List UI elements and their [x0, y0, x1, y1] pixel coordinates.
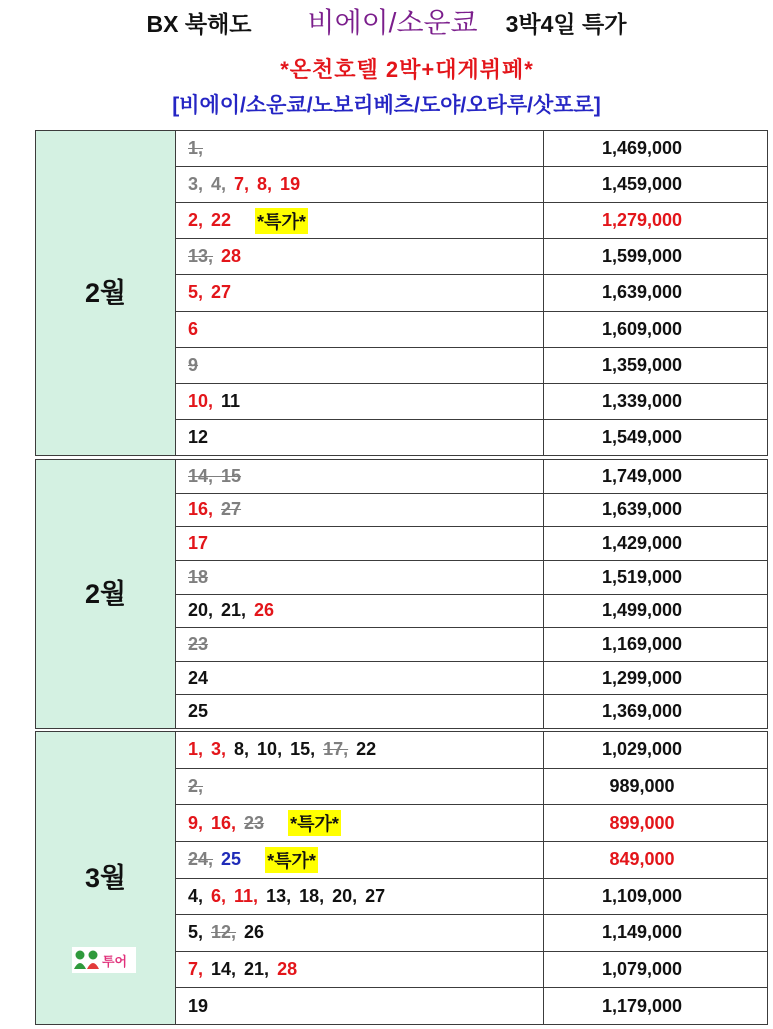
tour-price: 1,359,000	[601, 354, 683, 375]
departure-dates	[176, 460, 544, 493]
departure-rows	[176, 131, 767, 455]
departure-dates	[176, 769, 544, 805]
month-label: 2월	[84, 277, 127, 308]
departure-date: 10,	[188, 390, 214, 411]
departure-row	[176, 203, 767, 239]
departure-date: 7, 8, 19	[234, 174, 301, 195]
month-section	[35, 731, 768, 1025]
closed-date: 12,	[211, 922, 237, 943]
closed-date: 23	[188, 633, 209, 654]
departure-dates	[176, 527, 544, 560]
title-airline-region: BX 북해도	[146, 11, 252, 37]
tour-price: 849,000	[609, 849, 675, 870]
month-section	[35, 459, 768, 729]
departure-date: 3, 4,	[188, 174, 235, 195]
departure-dates	[176, 595, 544, 628]
departure-date: 26	[254, 600, 275, 621]
departure-row	[176, 595, 767, 629]
departure-date: 25	[213, 849, 242, 870]
departure-date: 8, 10, 15,	[234, 739, 324, 760]
departure-date: 1, 3,	[188, 739, 235, 760]
departure-date: 13, 18, 20, 27	[266, 885, 386, 906]
departure-row	[176, 988, 767, 1024]
departure-dates	[176, 842, 544, 878]
special-offer-tag: *특가*	[255, 208, 308, 234]
closed-date: 18	[188, 566, 209, 587]
departure-row	[176, 348, 767, 384]
tour-price: 1,079,000	[601, 959, 683, 980]
departure-row	[176, 131, 767, 167]
departure-dates	[176, 494, 544, 527]
departure-row	[176, 879, 767, 916]
departure-row	[176, 420, 767, 455]
closed-date: 14, 15	[188, 465, 242, 486]
package-highlight: *온천호텔 2박+대게뷔페*	[280, 57, 534, 82]
departure-row	[176, 527, 767, 561]
departure-dates	[176, 239, 544, 274]
special-offer-tag: *특가*	[265, 847, 318, 873]
month-cell	[36, 460, 176, 728]
special-offer-tag: *특가*	[288, 810, 341, 836]
departure-dates	[176, 384, 544, 419]
tour-price: 1,499,000	[601, 600, 683, 621]
departure-date: 9, 16,	[188, 812, 245, 833]
tour-price: 1,109,000	[601, 885, 683, 906]
departure-row	[176, 695, 767, 728]
departure-date: 25	[188, 701, 209, 722]
departure-row	[176, 312, 767, 348]
closed-date: 9	[188, 354, 199, 375]
departure-dates	[176, 952, 544, 988]
month-cell	[36, 131, 176, 455]
tour-price: 1,429,000	[601, 533, 683, 554]
title-duration-offer: 3박4일 특가	[505, 11, 627, 37]
departure-dates	[176, 203, 544, 238]
tour-price: 1,459,000	[601, 174, 683, 195]
departure-dates	[176, 662, 544, 695]
departure-row	[176, 842, 767, 879]
closed-date: 27	[221, 499, 242, 520]
departure-row	[176, 732, 767, 769]
departure-date: 6	[188, 318, 199, 339]
tour-price: 1,149,000	[601, 922, 683, 943]
departure-row	[176, 384, 767, 420]
departure-dates	[176, 915, 544, 951]
departure-date: 7,	[188, 959, 212, 980]
closed-date: 13,	[188, 246, 214, 267]
departure-row	[176, 494, 767, 528]
month-section	[35, 130, 768, 456]
tour-price: 1,029,000	[601, 739, 683, 760]
tour-price: 1,369,000	[601, 701, 683, 722]
month-label: 2월	[84, 578, 127, 609]
tour-price: 1,339,000	[601, 390, 683, 411]
departure-dates	[176, 167, 544, 202]
departure-row	[176, 915, 767, 952]
tour-price: 1,639,000	[601, 282, 683, 303]
logo-text: 투어	[102, 955, 128, 970]
closed-date: 17,	[323, 739, 349, 760]
tour-price: 1,639,000	[601, 499, 683, 520]
departure-date: 14, 21,	[211, 959, 278, 980]
departure-date: 11	[213, 390, 241, 411]
departure-date: 26	[236, 922, 265, 943]
departure-row	[176, 460, 767, 494]
departure-date: 4,	[188, 885, 212, 906]
departure-dates	[176, 348, 544, 383]
tour-price: 1,519,000	[601, 566, 683, 587]
departure-rows	[176, 460, 767, 728]
departure-row	[176, 662, 767, 696]
departure-date: 6, 11,	[211, 885, 267, 906]
tour-price: 1,469,000	[601, 138, 683, 159]
departure-date: 28	[213, 246, 242, 267]
tour-price: 1,749,000	[601, 465, 683, 486]
departure-dates	[176, 312, 544, 347]
tour-price: 1,179,000	[601, 995, 683, 1016]
itinerary-route: [비에이/소운쿄/노보리베츠/도야/오타루/삿포로]	[172, 94, 601, 117]
departure-dates	[176, 879, 544, 915]
tour-price: 1,599,000	[601, 246, 683, 267]
departure-row	[176, 952, 767, 989]
departure-row	[176, 275, 767, 311]
closed-date: 2,	[188, 775, 204, 796]
title-destination: 비에이/소운쿄	[307, 7, 478, 38]
departure-date: 19	[188, 995, 209, 1016]
departure-date: 22	[348, 739, 377, 760]
departure-date: 5,	[188, 922, 212, 943]
departure-date: 12	[188, 426, 209, 447]
tour-price: 1,279,000	[601, 210, 683, 231]
departure-row	[176, 167, 767, 203]
month-cell	[36, 732, 176, 1024]
departure-row	[176, 805, 767, 842]
departure-date: 28	[277, 959, 298, 980]
tour-price: 989,000	[609, 775, 675, 796]
departure-date: 2, 22	[188, 210, 232, 231]
departure-date: 16,	[188, 499, 222, 520]
departure-row	[176, 561, 767, 595]
departure-dates	[176, 420, 544, 455]
tour-price: 1,169,000	[601, 633, 683, 654]
departure-dates	[176, 695, 544, 728]
departure-dates	[176, 988, 544, 1024]
tour-logo	[72, 947, 136, 973]
departure-dates	[176, 561, 544, 594]
month-label: 3월	[84, 862, 127, 893]
tour-price: 1,549,000	[601, 426, 683, 447]
departure-dates	[176, 805, 544, 841]
departure-row	[176, 769, 767, 806]
departure-rows	[176, 732, 767, 1024]
departure-row	[176, 628, 767, 662]
departure-date: 5, 27	[188, 282, 232, 303]
tour-price: 1,299,000	[601, 667, 683, 688]
closed-date: 23	[244, 812, 265, 833]
closed-date: 24,	[188, 849, 214, 870]
departure-date: 17	[188, 533, 209, 554]
departure-date: 24	[188, 667, 209, 688]
departure-dates	[176, 131, 544, 166]
departure-dates	[176, 732, 544, 768]
tour-price: 1,609,000	[601, 318, 683, 339]
departure-dates	[176, 628, 544, 661]
departure-date: 20, 21,	[188, 600, 255, 621]
tour-price: 899,000	[609, 812, 675, 833]
page-title	[0, 4, 773, 44]
departure-dates	[176, 275, 544, 310]
tour-logo-graphic	[72, 947, 136, 973]
departure-row	[176, 239, 767, 275]
closed-date: 1,	[188, 138, 204, 159]
